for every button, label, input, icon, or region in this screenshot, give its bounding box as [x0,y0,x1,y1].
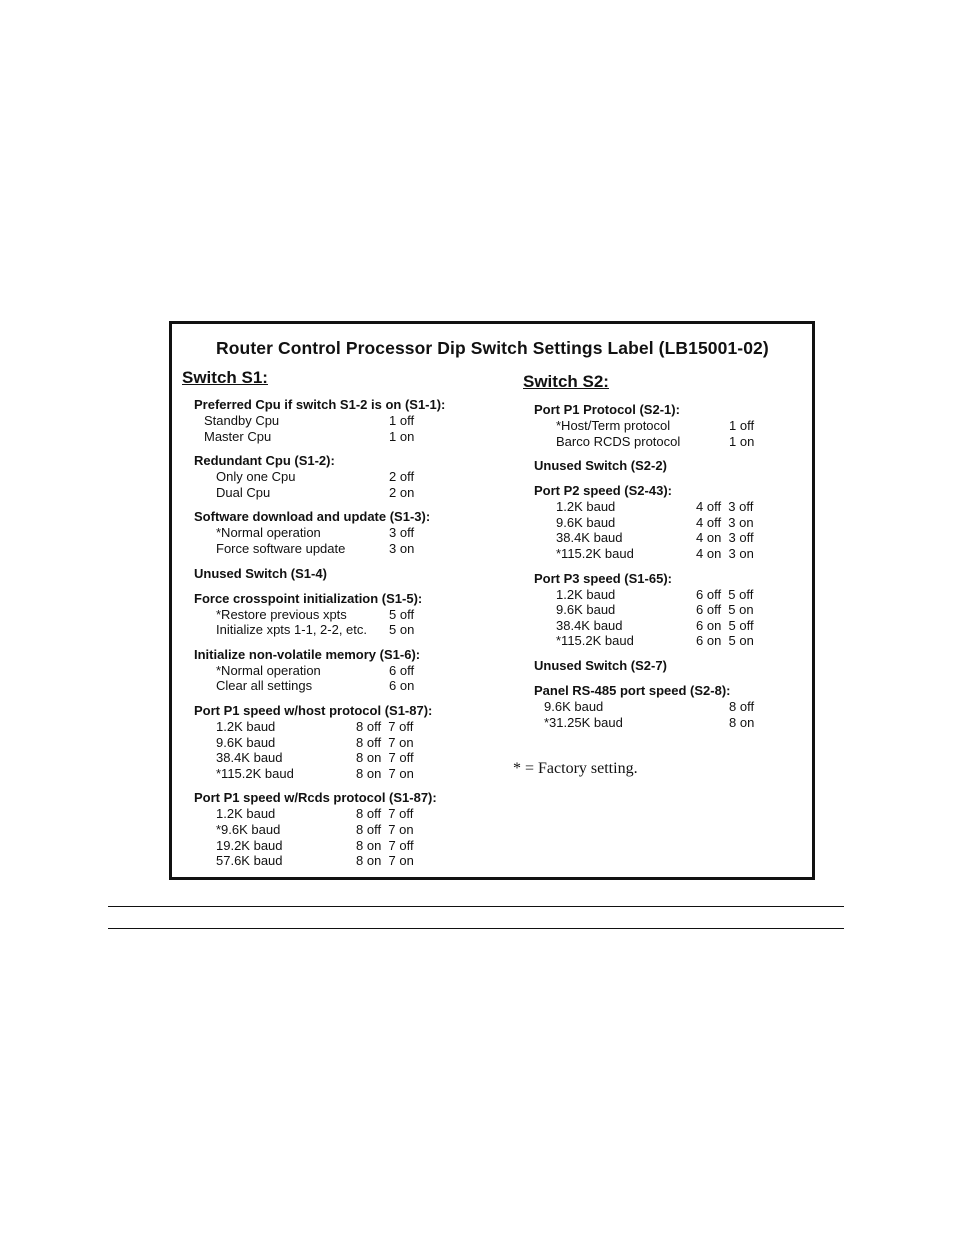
setting-group [534,571,794,649]
setting-row [194,413,494,429]
setting-row [534,699,794,715]
setting-group-title: Port P1 Protocol (S2-1): [534,402,680,417]
setting-group [534,683,794,730]
setting-row [194,622,494,638]
setting-group-title: Port P1 speed w/host protocol (S1-87): [194,702,433,718]
setting-option-name: 9.6K baud [544,698,604,714]
setting-switch-value: 8 on 7 on [356,853,414,869]
setting-switch-value: 5 off [389,606,415,622]
setting-group [194,566,494,582]
setting-row [194,541,494,557]
setting-switch-value: 8 on 7 off [356,750,414,766]
setting-row [534,418,794,434]
switch-s1-heading: Switch S1: [182,368,268,387]
setting-row [194,853,494,869]
setting-switch-value: 6 off [389,662,415,678]
setting-group-title: Preferred Cpu if switch S1-2 is on (S1-1): [194,397,446,412]
setting-switch-value: 6 on 5 off [696,617,754,633]
switch-s2-heading: Switch S2: [523,372,609,391]
setting-switch-value: 4 off 3 on [696,514,754,530]
setting-group-title: Force crosspoint initialization (S1-5): [194,590,423,606]
page-rule-bottom [108,928,844,929]
setting-row [534,499,794,515]
setting-row [194,719,494,735]
setting-row [194,750,494,766]
setting-option-name: Standby Cpu [204,413,280,428]
setting-row [194,469,494,485]
setting-row [534,633,794,649]
setting-row [194,429,494,445]
setting-option-name: 1.2K baud [556,499,616,515]
setting-group [534,658,794,674]
setting-switch-value: 2 off [389,469,415,485]
setting-option-name: Clear all settings [216,678,313,694]
setting-row [194,607,494,623]
setting-option-name: Force software update [216,540,346,556]
setting-option-name: 1.2K baud [216,718,276,734]
setting-option-name: Initialize xpts 1-1, 2-2, etc. [216,622,368,638]
setting-row [194,663,494,679]
setting-option-name: 38.4K baud [556,617,623,633]
setting-group-title: Unused Switch (S1-4) [194,565,327,581]
setting-group-title: Unused Switch (S2-7) [534,657,667,673]
setting-switch-value: 3 off [389,525,415,541]
setting-row [534,715,794,731]
setting-option-name: 19.2K baud [216,837,283,853]
setting-group [194,703,494,781]
setting-switch-value: 8 on 7 on [356,765,414,781]
setting-row [194,735,494,751]
switch-s1-column [194,397,494,869]
setting-option-name: 38.4K baud [556,530,623,546]
setting-switch-value: 8 off 7 on [356,821,414,837]
setting-row [534,530,794,546]
setting-group [194,647,494,694]
setting-switch-value: 3 on [389,540,415,556]
setting-switch-value: 8 off 7 on [356,734,414,750]
setting-option-name: Master Cpu [204,428,272,444]
setting-row [194,525,494,541]
setting-row [534,515,794,531]
setting-option-name: *Host/Term protocol [556,418,671,433]
setting-group-title: Redundant Cpu (S1-2): [194,453,335,469]
setting-option-name: *115.2K baud [216,765,294,781]
setting-option-name: *115.2K baud [556,633,634,649]
setting-switch-value: 6 on [389,678,415,694]
setting-row [534,587,794,603]
setting-row [534,546,794,562]
setting-option-name: 57.6K baud [216,853,283,869]
setting-option-name: *31.25K baud [544,714,623,730]
setting-group [534,402,794,449]
setting-switch-value: 1 on [729,433,755,449]
setting-switch-value: 8 off 7 off [356,718,414,734]
setting-switch-value: 8 off 7 off [356,806,414,822]
setting-group-title: Port P3 speed (S1-65): [534,570,672,586]
setting-row [194,766,494,782]
setting-group [194,397,494,444]
setting-row [534,618,794,634]
setting-group [194,509,494,556]
setting-group-title: Port P1 speed w/Rcds protocol (S1-87): [194,790,437,806]
setting-option-name: 9.6K baud [556,602,616,618]
setting-group-title: Panel RS-485 port speed (S2-8): [534,682,731,698]
setting-option-name: *9.6K baud [216,821,281,837]
setting-group-title: Software download and update (S1-3): [194,509,431,525]
setting-option-name: Barco RCDS protocol [556,433,681,449]
setting-row [534,602,794,618]
setting-switch-value: 5 on [389,622,415,638]
setting-switch-value: 4 off 3 off [696,499,754,515]
setting-switch-value: 4 on 3 on [696,545,754,561]
setting-option-name: 38.4K baud [216,750,283,766]
setting-option-name: *Normal operation [216,525,321,541]
setting-switch-value: 6 off 5 off [696,586,754,602]
setting-switch-value: 8 off [729,698,755,714]
setting-group-title: Unused Switch (S2-2) [534,458,667,474]
setting-group [194,790,494,868]
setting-option-name: 1.2K baud [556,586,616,602]
page-rule-top [108,906,844,907]
setting-switch-value: 8 on 7 off [356,837,414,853]
setting-group [194,453,494,500]
setting-group [194,591,494,638]
setting-row [534,434,794,450]
setting-group [534,483,794,561]
setting-row [194,806,494,822]
setting-switch-value: 8 on [729,714,755,730]
setting-group [534,458,794,474]
setting-switch-value: 6 on 5 on [696,633,754,649]
setting-row [194,822,494,838]
setting-switch-value: 1 off [389,413,415,428]
setting-option-name: *115.2K baud [556,545,634,561]
setting-option-name: Only one Cpu [216,469,296,485]
setting-option-name: 9.6K baud [216,734,276,750]
setting-option-name: 1.2K baud [216,806,276,822]
setting-option-name: 9.6K baud [556,514,616,530]
setting-switch-value: 2 on [389,484,415,500]
setting-option-name: *Restore previous xpts [216,606,347,622]
dip-switch-settings-label [169,321,815,880]
setting-switch-value: 1 on [389,428,415,444]
setting-group-title: Initialize non-volatile memory (S1-6): [194,646,421,662]
setting-row [194,678,494,694]
switch-s2-column [534,402,794,730]
setting-switch-value: 4 on 3 off [696,530,754,546]
setting-row [194,485,494,501]
setting-switch-value: 1 off [729,418,755,433]
setting-option-name: Dual Cpu [216,484,271,500]
factory-setting-footnote: * = Factory setting. [513,760,638,777]
setting-row [194,838,494,854]
label-title: Router Control Processor Dip Switch Settings Label (LB15001-02) [216,338,769,358]
setting-switch-value: 6 off 5 on [696,602,754,618]
setting-option-name: *Normal operation [216,662,321,678]
setting-group-title: Port P2 speed (S2-43): [534,483,672,499]
